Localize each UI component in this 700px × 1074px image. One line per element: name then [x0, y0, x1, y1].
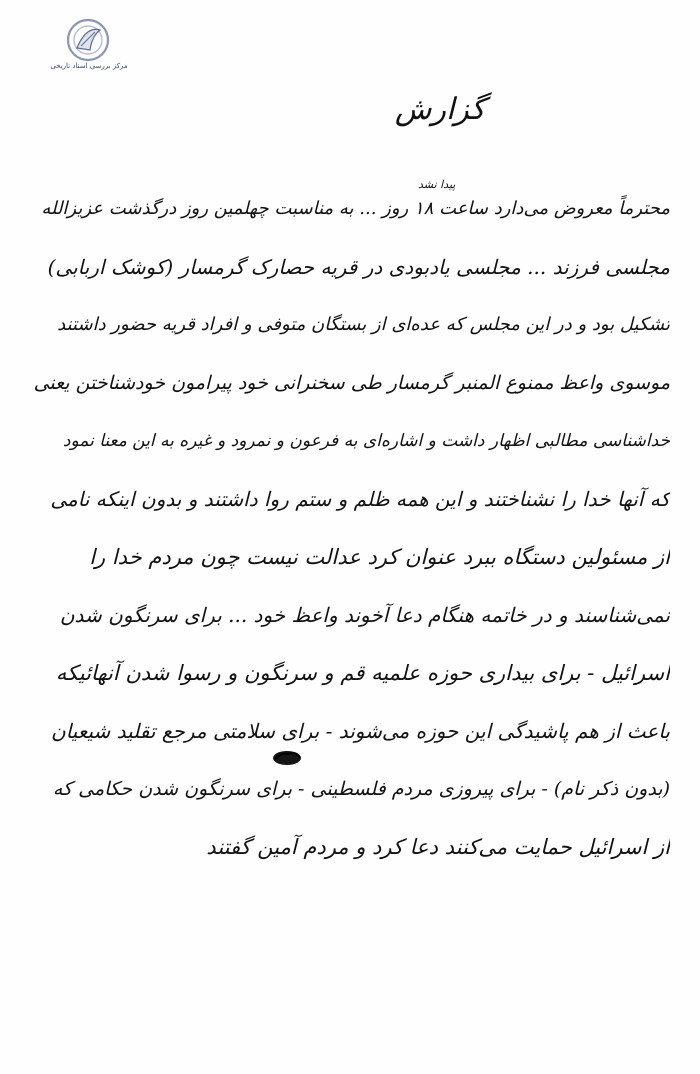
document-title: گزارش	[394, 92, 486, 127]
circular-archive-emblem-icon	[48, 18, 128, 62]
text-line: محترماً معروض می‌دارد ساعت ۱۸ روز ... به مناسبت چهلمین روز درگذشت عزیزالله	[41, 198, 670, 219]
text-line: مجلسی فرزند ... مجلسی یادبودی در قریه حصارک گرمسار (کوشک اربابی)	[47, 255, 670, 279]
handwritten-body	[30, 180, 670, 876]
text-line: باعث از هم پاشیدگی این حوزه می‌شوند - برای سلامتی مرجع تقلید شیعیان	[51, 719, 670, 743]
text-line: نمی‌شناسند و در خاتمه هنگام دعا آخوند واعظ خود ... برای سرنگون شدن	[59, 603, 670, 627]
text-line: (بدون ذکر نام) - برای پیروزی مردم فلسطینی - برای سرنگون شدن حکامی که	[52, 778, 670, 800]
logo-caption: مرکز بررسی اسناد تاریخی	[50, 62, 128, 70]
text-line: تشکیل بود و در این مجلس که عده‌ای از بستگان متوفی و افراد قریه حضور داشتند	[57, 314, 670, 335]
text-line: از مسئولین دستگاه ببرد عنوان کرد عدالت نیست چون مردم خدا را	[89, 545, 670, 569]
text-line: از اسرائیل حمایت می‌کنند دعا کرد و مردم آمین گفتند	[206, 835, 670, 859]
interlinear-insertion: پیدا نشد	[418, 178, 456, 191]
archive-logo	[34, 18, 144, 82]
text-line: که آنها خدا را نشناختند و این همه ظلم و ستم روا داشتند و بدون اینکه نامی	[50, 487, 670, 511]
ink-blot-mark	[270, 748, 304, 768]
text-line: موسوی واعظ ممنوع المنبر گرمسار طی سخنرانی خود پیرامون خودشناختن یعنی	[33, 372, 670, 394]
text-line: خداشناسی مطالبی اظهار داشت و اشاره‌ای به فرعون و نمرود و غیره به این معنا نمود	[62, 431, 670, 451]
text-line: اسرائیل - برای بیداری حوزه علمیه قم و سرنگون و رسوا شدن آنهائیکه	[55, 661, 670, 685]
